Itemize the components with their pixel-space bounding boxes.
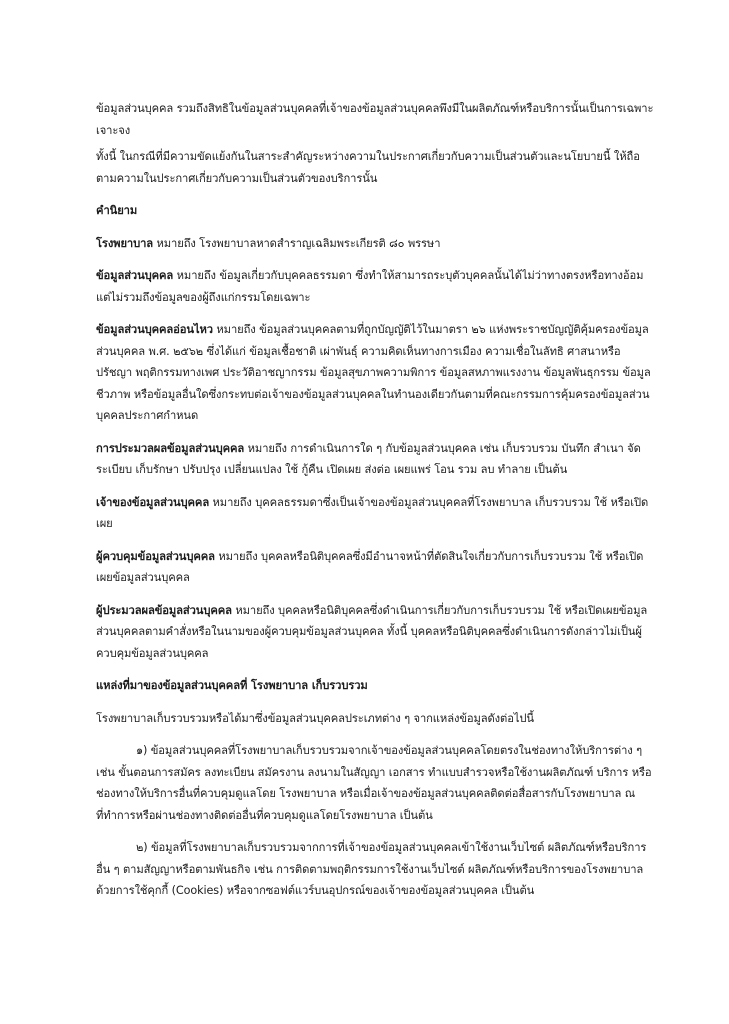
definition-data-owner (96, 492, 656, 535)
definition-hospital (96, 233, 656, 255)
definition-text: หมายถึง บุคคลหรือนิติบุคคลซึ่งดำเนินการเกี่ยวกับการเก็บรวบรวม ใช้ หรือเปิดเผยข้อมูลส่วนบุคคลตามคำสั่งหรือในนามของผู้ควบคุมข้อมูลส่วนบุคคล ทั้งนี้ บุคคลหรือนิติบุคคลซึ่งดำเนินการดังกล่าวไม่เป็นผู้ควบคุมข้อมูลส่วนบุคคล (96, 603, 648, 660)
definition-text: หมายถึง ข้อมูลเกี่ยวกับบุคคลธรรมดา ซึ่งทำให้สามารถระบุตัวบุคคลนั้นได้ไม่ว่าทางตรงหรือทางอ้อม แต่ไม่รวมถึงข้อมูลของผู้ถึงแก่กรรมโดยเฉพาะ (96, 269, 644, 304)
sources-intro: โรงพยาบาลเก็บรวบรวมหรือได้มาซึ่งข้อมูลส่วนบุคคลประเภทต่าง ๆ จากแหล่งข้อมูลดังต่อไปนี้ (96, 711, 534, 725)
definition-term: เจ้าของข้อมูลส่วนบุคคล (96, 495, 210, 509)
intro-paragraph-2: ทั้งนี้ ในกรณีที่มีความขัดแย้งกันในสาระสำคัญระหว่างความในประกาศเกี่ยวกับความเป็นส่วนตัวและนโยบายนี้ ให้ถือตามความในประกาศเกี่ยวกับความเป็นส่วนตัวของบริการนั้น (96, 150, 640, 185)
definition-term: ผู้ควบคุมข้อมูลส่วนบุคคล (96, 549, 215, 563)
definition-processing (96, 438, 656, 481)
definition-processor (96, 600, 656, 665)
definition-text: หมายถึง โรงพยาบาลหาดสำราญเฉลิมพระเกียรติ ๘๐ พรรษา (153, 236, 441, 250)
document-page (96, 98, 656, 913)
definition-personal-data (96, 265, 656, 308)
definition-text: หมายถึง ข้อมูลส่วนบุคคลตามที่ถูกบัญญัติไว้ในมาตรา ๒๖ แห่งพระราชบัญญัติคุ้มครองข้อมูลส่วนบุคคล พ.ศ. ๒๕๖๒ ซึ่งได้แก่ ข้อมูลเชื้อชาติ เผ่าพันธุ์ ความคิดเห็นทางการเมือง ความเชื่อในลัทธิ ศาสนาหรือปรัชญา พฤติกรรมทางเพศ ประวัติอาชญากรรม ข้อมูลสุขภาพความพิการ ข้อมูลสหภาพแรงงาน ข้อมูลพันธุกรรม ข้อมูลชีวภาพ หรือข้อมูลอื่นใดซึ่งกระทบต่อเจ้าของข้อมูลส่วนบุคคลในทำนองเดียวกันตามที่คณะกรรมการคุ้มครองข้อมูลส่วนบุคคลประกาศกำหนด (96, 323, 651, 422)
definition-controller (96, 546, 656, 589)
definition-term: โรงพยาบาล (96, 236, 154, 250)
definition-text: หมายถึง การดำเนินการใด ๆ กับข้อมูลส่วนบุคคล เช่น เก็บรวบรวม บันทึก สำเนา จัดระเบียบ เก็บรักษา ปรับปรุง เปลี่ยนแปลง ใช้ กู้คืน เปิดเผย ส่งต่อ เผยแพร่ โอน รวม ลบ ทำลาย เป็นต้น (96, 441, 641, 476)
definition-term: ข้อมูลส่วนบุคคล (96, 269, 174, 282)
sources-heading: แหล่งที่มาของข้อมูลส่วนบุคคลที่ โรงพยาบาล เก็บรวบรวม (96, 679, 368, 692)
definition-text: หมายถึง บุคคลธรรมดาซึ่งเป็นเจ้าของข้อมูลส่วนบุคคลที่โรงพยาบาล เก็บรวบรวม ใช้ หรือเปิดเผย (96, 495, 649, 530)
intro-paragraph-1: ข้อมูลส่วนบุคคล รวมถึงสิทธิในข้อมูลส่วนบุคคลที่เจ้าของข้อมูลส่วนบุคคลพึงมีในผลิตภัณฑ์หรือบริการนั้นเป็นการเฉพาะเจาะจง (96, 102, 654, 137)
definition-term: ผู้ประมวลผลข้อมูลส่วนบุคคล (96, 603, 232, 617)
definitions-heading: คำนิยาม (96, 204, 138, 217)
definition-term: ข้อมูลส่วนบุคคลอ่อนไหว (96, 323, 213, 336)
source-item-1: ๑) ข้อมูลส่วนบุคคลที่โรงพยาบาลเก็บรวบรวมจากเจ้าของข้อมูลส่วนบุคคลโดยตรงในช่องทางให้บริการต่าง ๆ เช่น ขั้นตอนการสมัคร ลงทะเบียน สมัครงาน ลงนามในสัญญา เอกสาร ทำแบบสำรวจหรือใช้งานผลิตภัณฑ์ บริการ หรือช่องทางให้บริการอื่นที่ควบคุมดูแลโดย โรงพยาบาล หรือเมื่อเจ้าของข้อมูลส่วนบุคคลติดต่อสื่อสารกับโรงพยาบาล ณ ที่ทำการหรือผ่านช่องทางติดต่ออื่นที่ควบคุมดูแลโดยโรงพยาบาล เป็นต้น (96, 744, 652, 822)
definition-text: หมายถึง บุคคลหรือนิติบุคคลซึ่งมีอำนาจหน้าที่ตัดสินใจเกี่ยวกับการเก็บรวบรวม ใช้ หรือเปิดเผยข้อมูลส่วนบุคคล (96, 549, 644, 584)
definition-term: การประมวลผลข้อมูลส่วนบุคคล (96, 441, 245, 455)
source-item-2: ๒) ข้อมูลที่โรงพยาบาลเก็บรวบรวมจากการที่เจ้าของข้อมูลส่วนบุคคลเข้าใช้งานเว็บไซต์ ผลิตภัณฑ์หรือบริการอื่น ๆ ตามสัญญาหรือตามพันธกิจ เช่น การติดตามพฤติกรรมการใช้งานเว็บไซต์ ผลิตภัณฑ์หรือบริการของโรงพยาบาล ด้วยการใช้คุกกี้ (Cookies) หรือจากซอฟต์แวร์บนอุปกรณ์ของเจ้าของข้อมูลส่วนบุคคล เป็นต้น (96, 841, 647, 897)
definition-sensitive-data (96, 319, 656, 427)
